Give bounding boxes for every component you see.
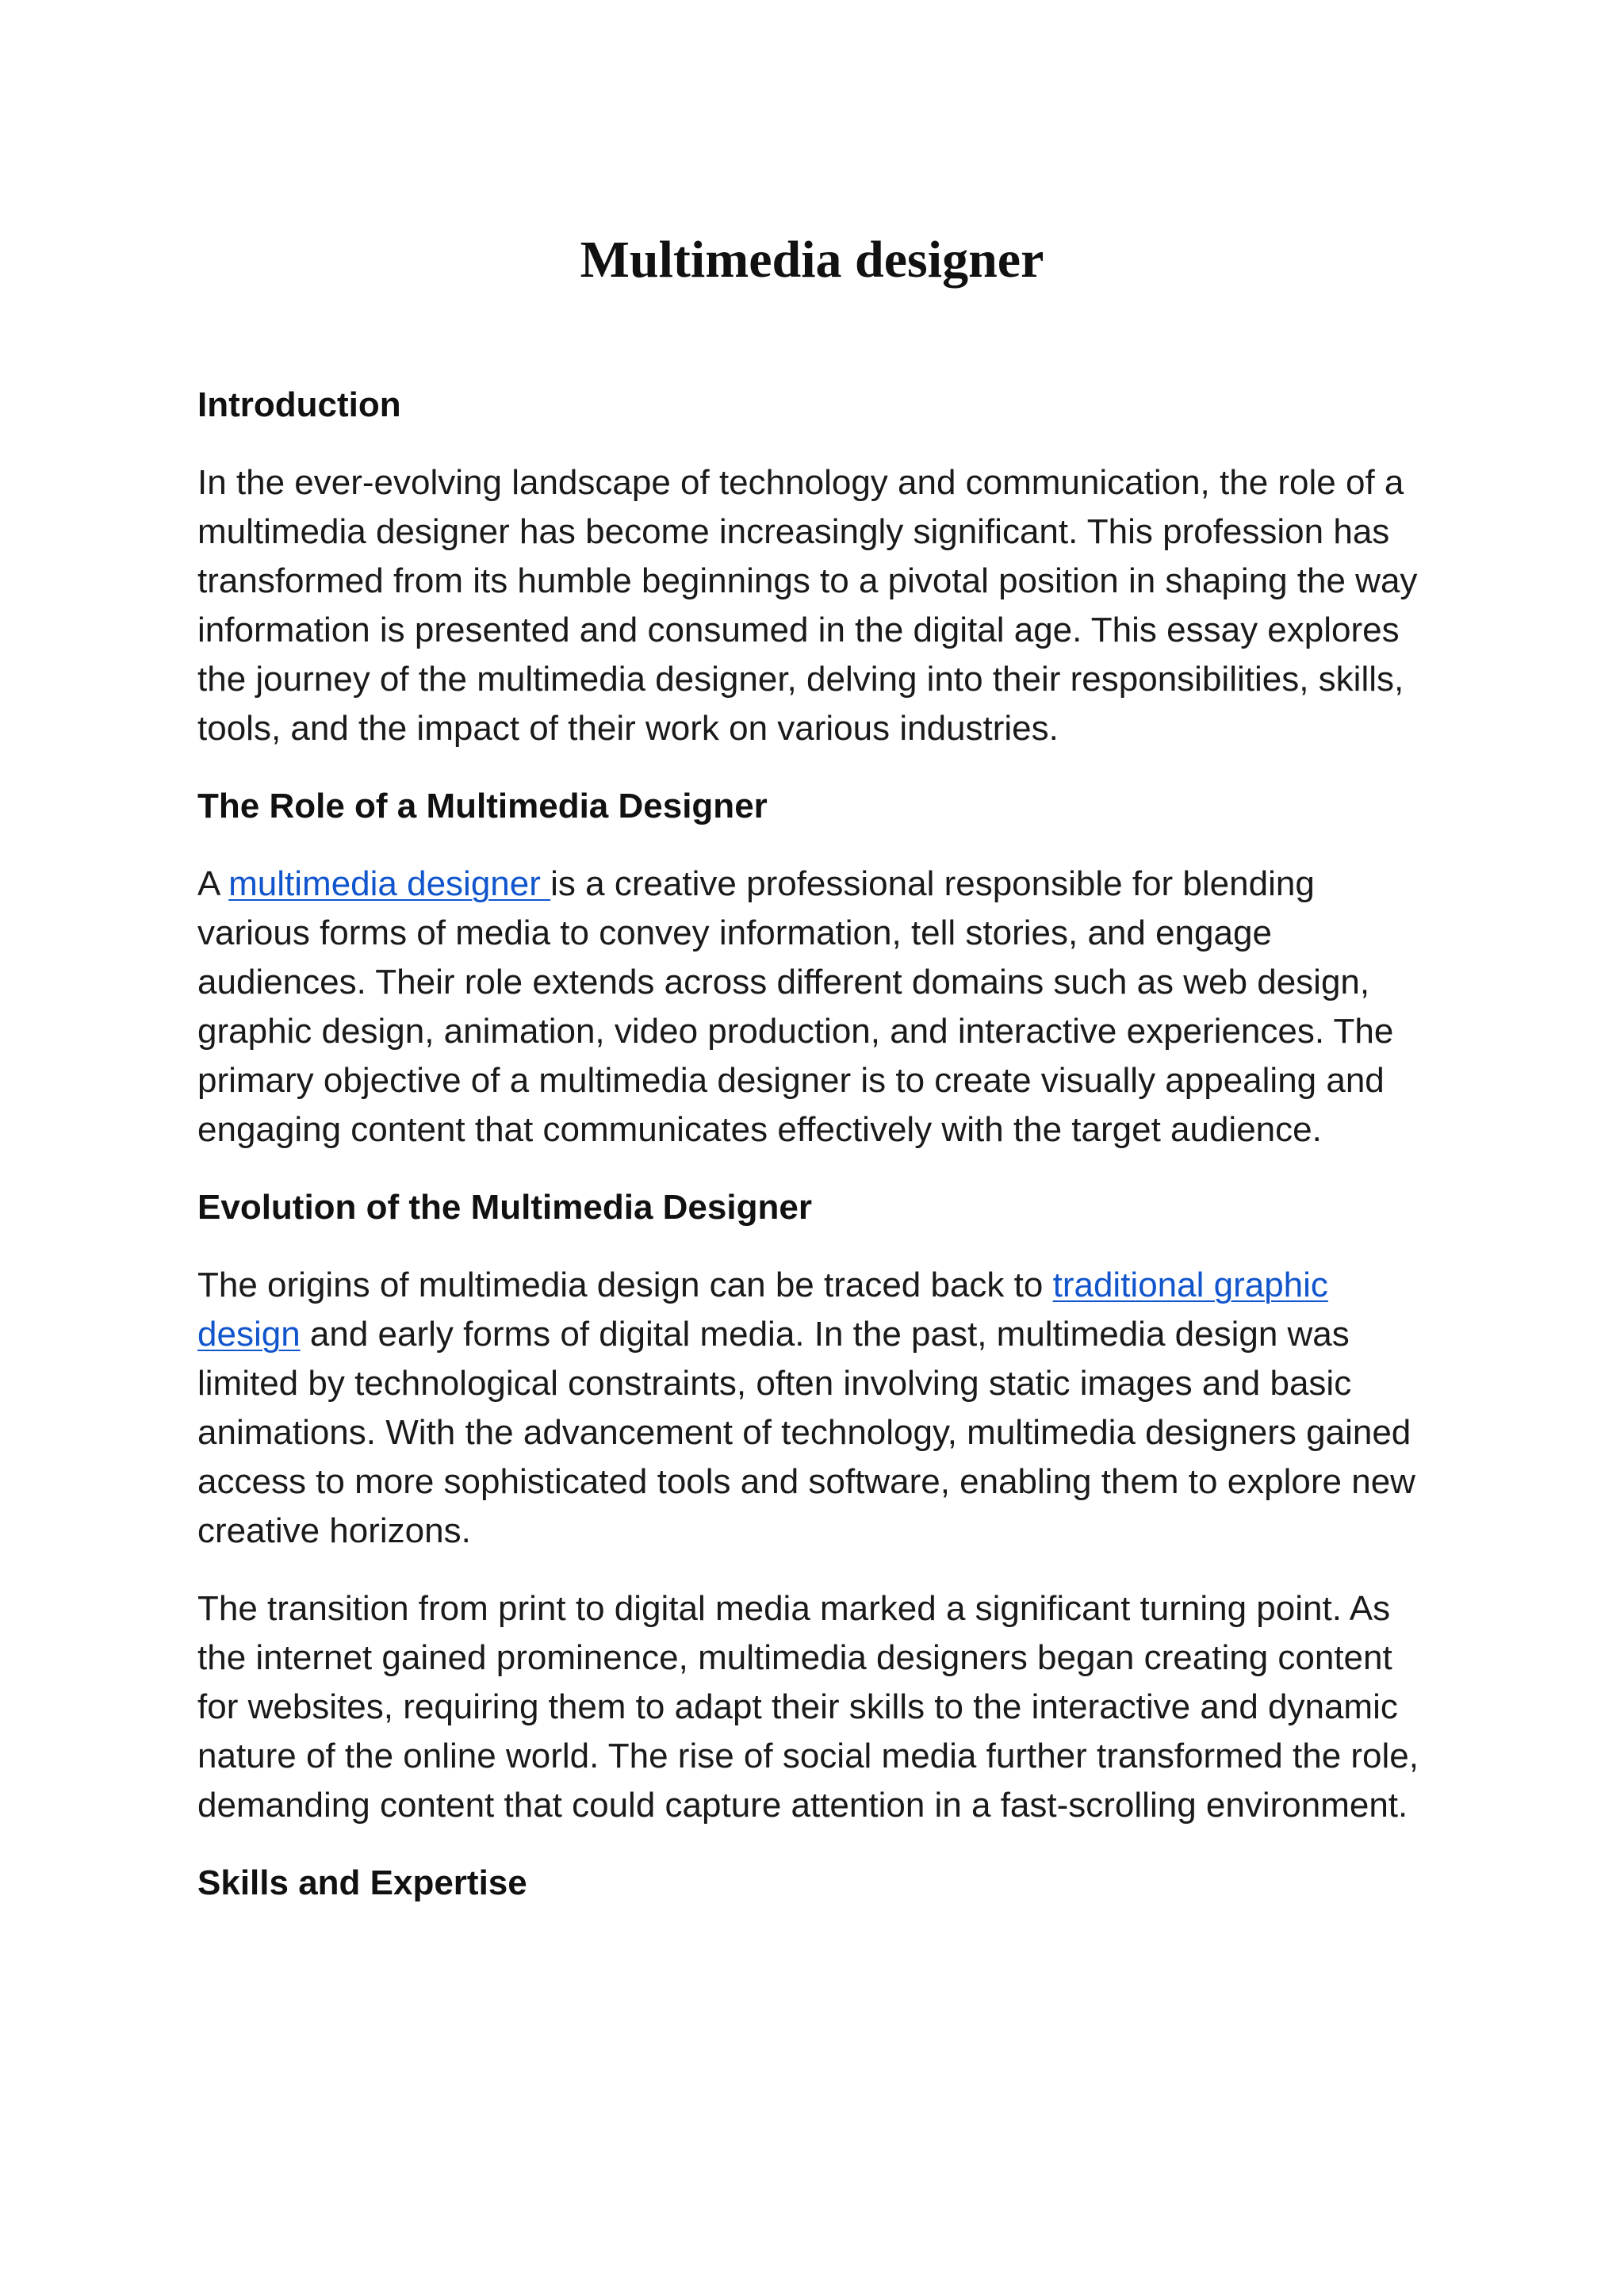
section-heading-skills: Skills and Expertise (197, 1863, 527, 1902)
evolution-paragraph-1 (197, 1261, 1434, 1556)
evolution-paragraph-before-link: The origins of multimedia design can be traced back to (197, 1266, 1053, 1304)
section-heading-evolution: Evolution of the Multimedia Designer (197, 1188, 812, 1227)
evolution-paragraph-after-link: and early forms of digital media. In the past, multimedia design was limited by technological constraints, often involving static images and basic animations. With the advancement of technology, multimedia designers gained access to more sophisticated tools and software, enabling them to explore new creative horizons. (197, 1315, 1415, 1550)
document-body (197, 381, 1434, 1936)
multimedia-designer-link[interactable]: multimedia designer (228, 864, 551, 903)
section-heading-introduction: Introduction (197, 385, 401, 424)
role-paragraph-before-link: A (197, 864, 229, 903)
traditional-graphic-design-link[interactable]: traditional graphic design (197, 1266, 1328, 1354)
evolution-paragraph-2: The transition from print to digital media marked a significant turning point. As the internet gained prominence, multimedia designers began creating content for websites, requiring them to adapt their skills to the interactive and dynamic nature of the online world. The rise of social media further transformed the role, demanding content that could capture attention in a fast-scrolling environment. (197, 1589, 1419, 1825)
introduction-paragraph: In the ever-evolving landscape of technology and communication, the role of a multimedia designer has become increasingly significant. This profession has transformed from its humble beginnings to a pivotal position in shaping the way information is presented and consumed in the digital age. This essay explores the journey of the multimedia designer, delving into their responsibilities, skills, tools, and the impact of their work on various industries. (197, 463, 1418, 748)
document-title: Multimedia designer (580, 231, 1044, 289)
role-paragraph-after-link: is a creative professional responsible for blending various forms of media to convey information, tell stories, and engage audiences. Their role extends across different domains such as web design, graphic design, animation, video production, and interactive experiences. The primary objective of a multimedia designer is to create visually appealing and engaging content that communicates effectively with the target audience. (197, 864, 1394, 1149)
role-paragraph (197, 860, 1434, 1155)
section-heading-role: The Role of a Multimedia Designer (197, 787, 768, 825)
